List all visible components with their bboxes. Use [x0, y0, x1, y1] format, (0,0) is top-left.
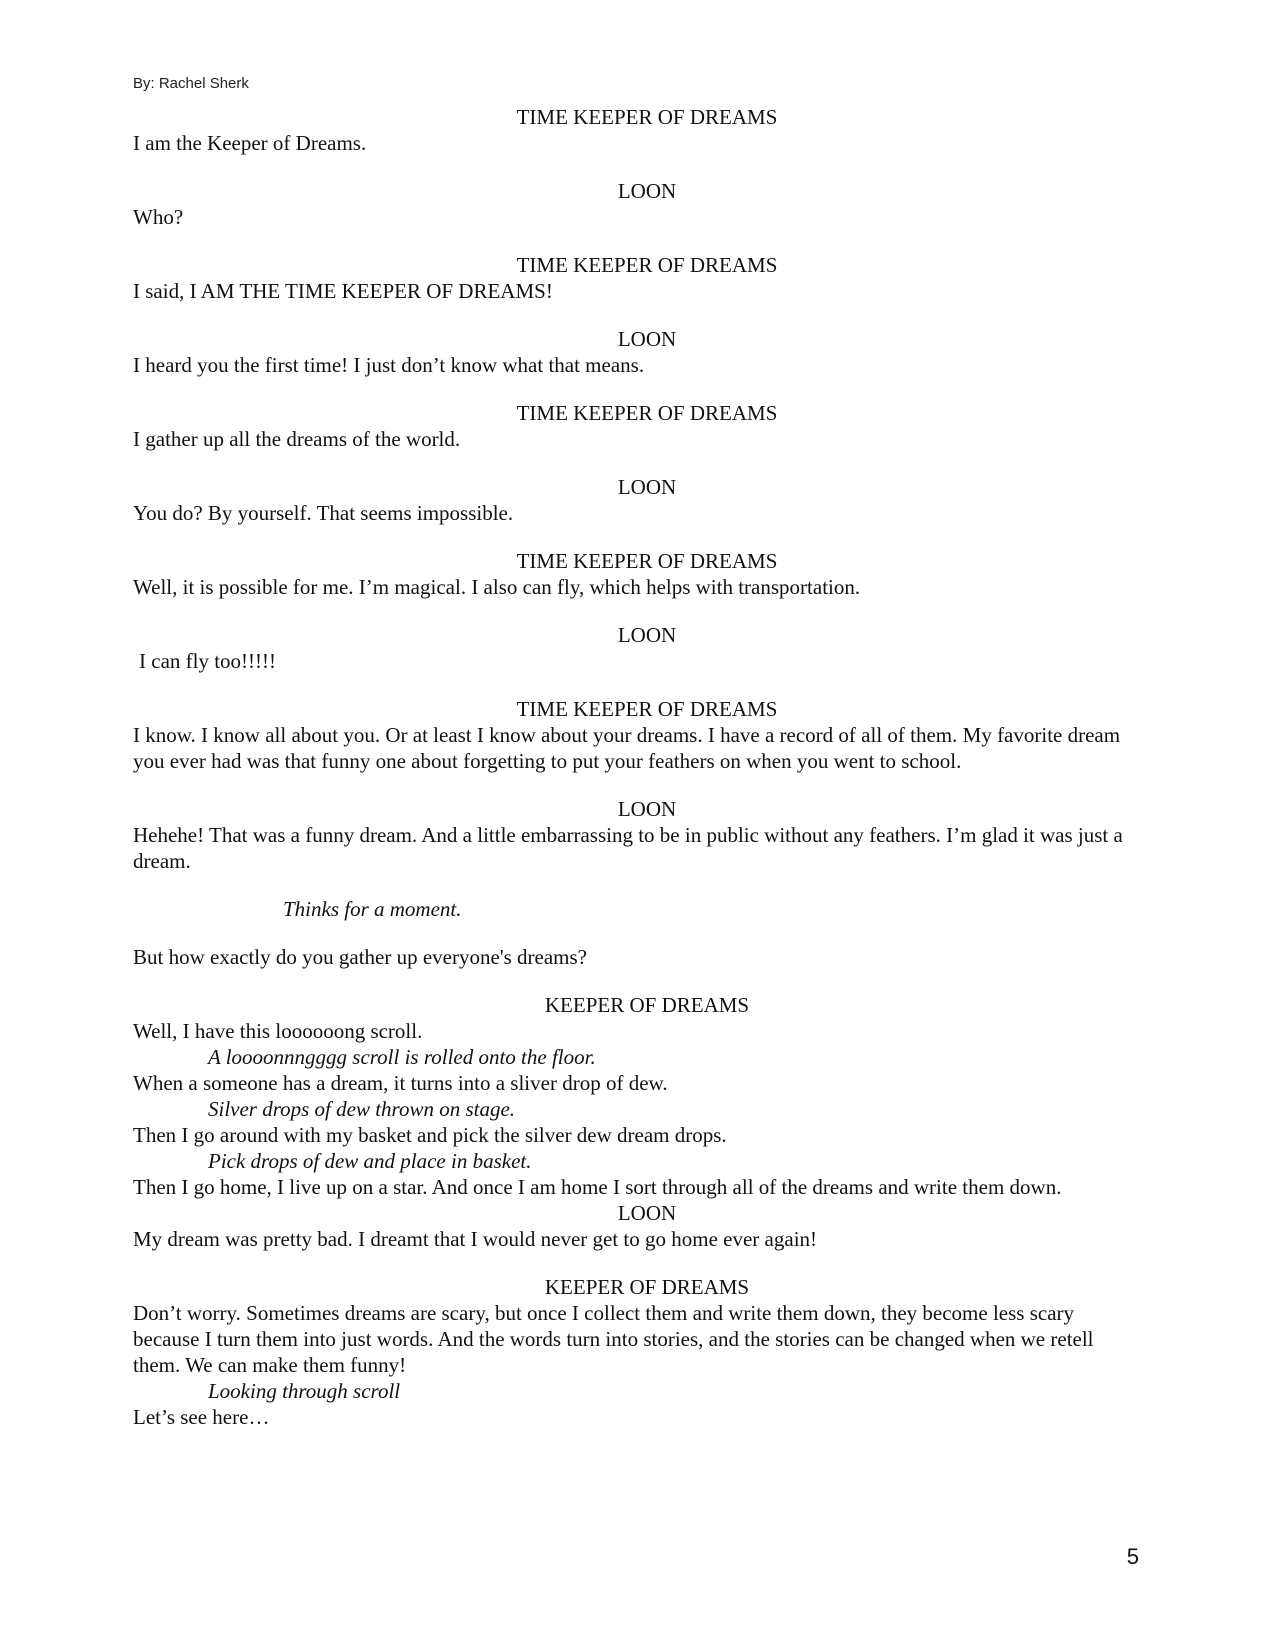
dialogue-line: Hehehe! That was a funny dream. And a little embarrassing to be in public without any feathers. I’m glad it was just a dream. — [133, 823, 1123, 873]
stage-direction: A loooonnngggg scroll is rolled onto the floor. — [208, 1045, 596, 1069]
stage-direction: Thinks for a moment. — [283, 897, 462, 921]
author-header: By: Rachel Sherk — [133, 75, 249, 92]
speaker-heading: LOON — [617, 623, 677, 647]
dialogue-line: Then I go around with my basket and pick the silver dew dream drops. — [133, 1123, 727, 1147]
speaker-heading: TIME KEEPER OF DREAMS — [516, 549, 778, 573]
script-body — [133, 104, 1143, 1430]
speaker-heading: TIME KEEPER OF DREAMS — [516, 253, 778, 277]
dialogue-line: Let’s see here… — [133, 1405, 270, 1429]
dialogue-line: I said, I AM THE TIME KEEPER OF DREAMS! — [133, 279, 553, 303]
dialogue-line: You do? By yourself. That seems impossible. — [133, 501, 514, 525]
speaker-heading: TIME KEEPER OF DREAMS — [516, 105, 778, 129]
speaker-heading: LOON — [617, 179, 677, 203]
speaker-heading: KEEPER OF DREAMS — [544, 1275, 750, 1299]
dialogue-line: But how exactly do you gather up everyone's dreams? — [133, 945, 587, 969]
dialogue-line: Who? — [133, 205, 184, 229]
stage-direction: Looking through scroll — [208, 1379, 401, 1403]
speaker-heading: LOON — [617, 475, 677, 499]
dialogue-line: I know. I know all about you. Or at least I know about your dreams. I have a record of all of them. My favorite dream you ever had was that funny one about forgetting to put your feathers on when you went to school. — [133, 723, 1121, 773]
speaker-heading: LOON — [617, 327, 677, 351]
speaker-heading: LOON — [617, 1201, 677, 1225]
speaker-heading: LOON — [617, 797, 677, 821]
dialogue-line: When a someone has a dream, it turns into a sliver drop of dew. — [133, 1071, 668, 1095]
dialogue-line: I can fly too!!!!! — [139, 649, 277, 673]
dialogue-line: I gather up all the dreams of the world. — [133, 427, 461, 451]
dialogue-line: Well, I have this loooooong scroll. — [133, 1019, 423, 1043]
page-number: 5 — [1126, 1544, 1139, 1569]
dialogue-line: I heard you the first time! I just don’t know what that means. — [133, 353, 645, 377]
dialogue-line: I am the Keeper of Dreams. — [133, 131, 367, 155]
stage-direction: Pick drops of dew and place in basket. — [208, 1149, 532, 1173]
dialogue-line: Well, it is possible for me. I’m magical. I also can fly, which helps with transportation. — [133, 575, 861, 599]
dialogue-line: Don’t worry. Sometimes dreams are scary, but once I collect them and write them down, they become less scary because I turn them into just words. And the words turn into stories, and the stories can be changed when we retell them. We can make them funny! — [133, 1301, 1094, 1377]
speaker-heading: KEEPER OF DREAMS — [544, 993, 750, 1017]
speaker-heading: TIME KEEPER OF DREAMS — [516, 697, 778, 721]
dialogue-line: My dream was pretty bad. I dreamt that I would never get to go home ever again! — [133, 1227, 818, 1251]
speaker-heading: TIME KEEPER OF DREAMS — [516, 401, 778, 425]
stage-direction: Silver drops of dew thrown on stage. — [208, 1097, 516, 1121]
dialogue-line: Then I go home, I live up on a star. And once I am home I sort through all of the dreams and write them down. — [133, 1175, 1062, 1199]
